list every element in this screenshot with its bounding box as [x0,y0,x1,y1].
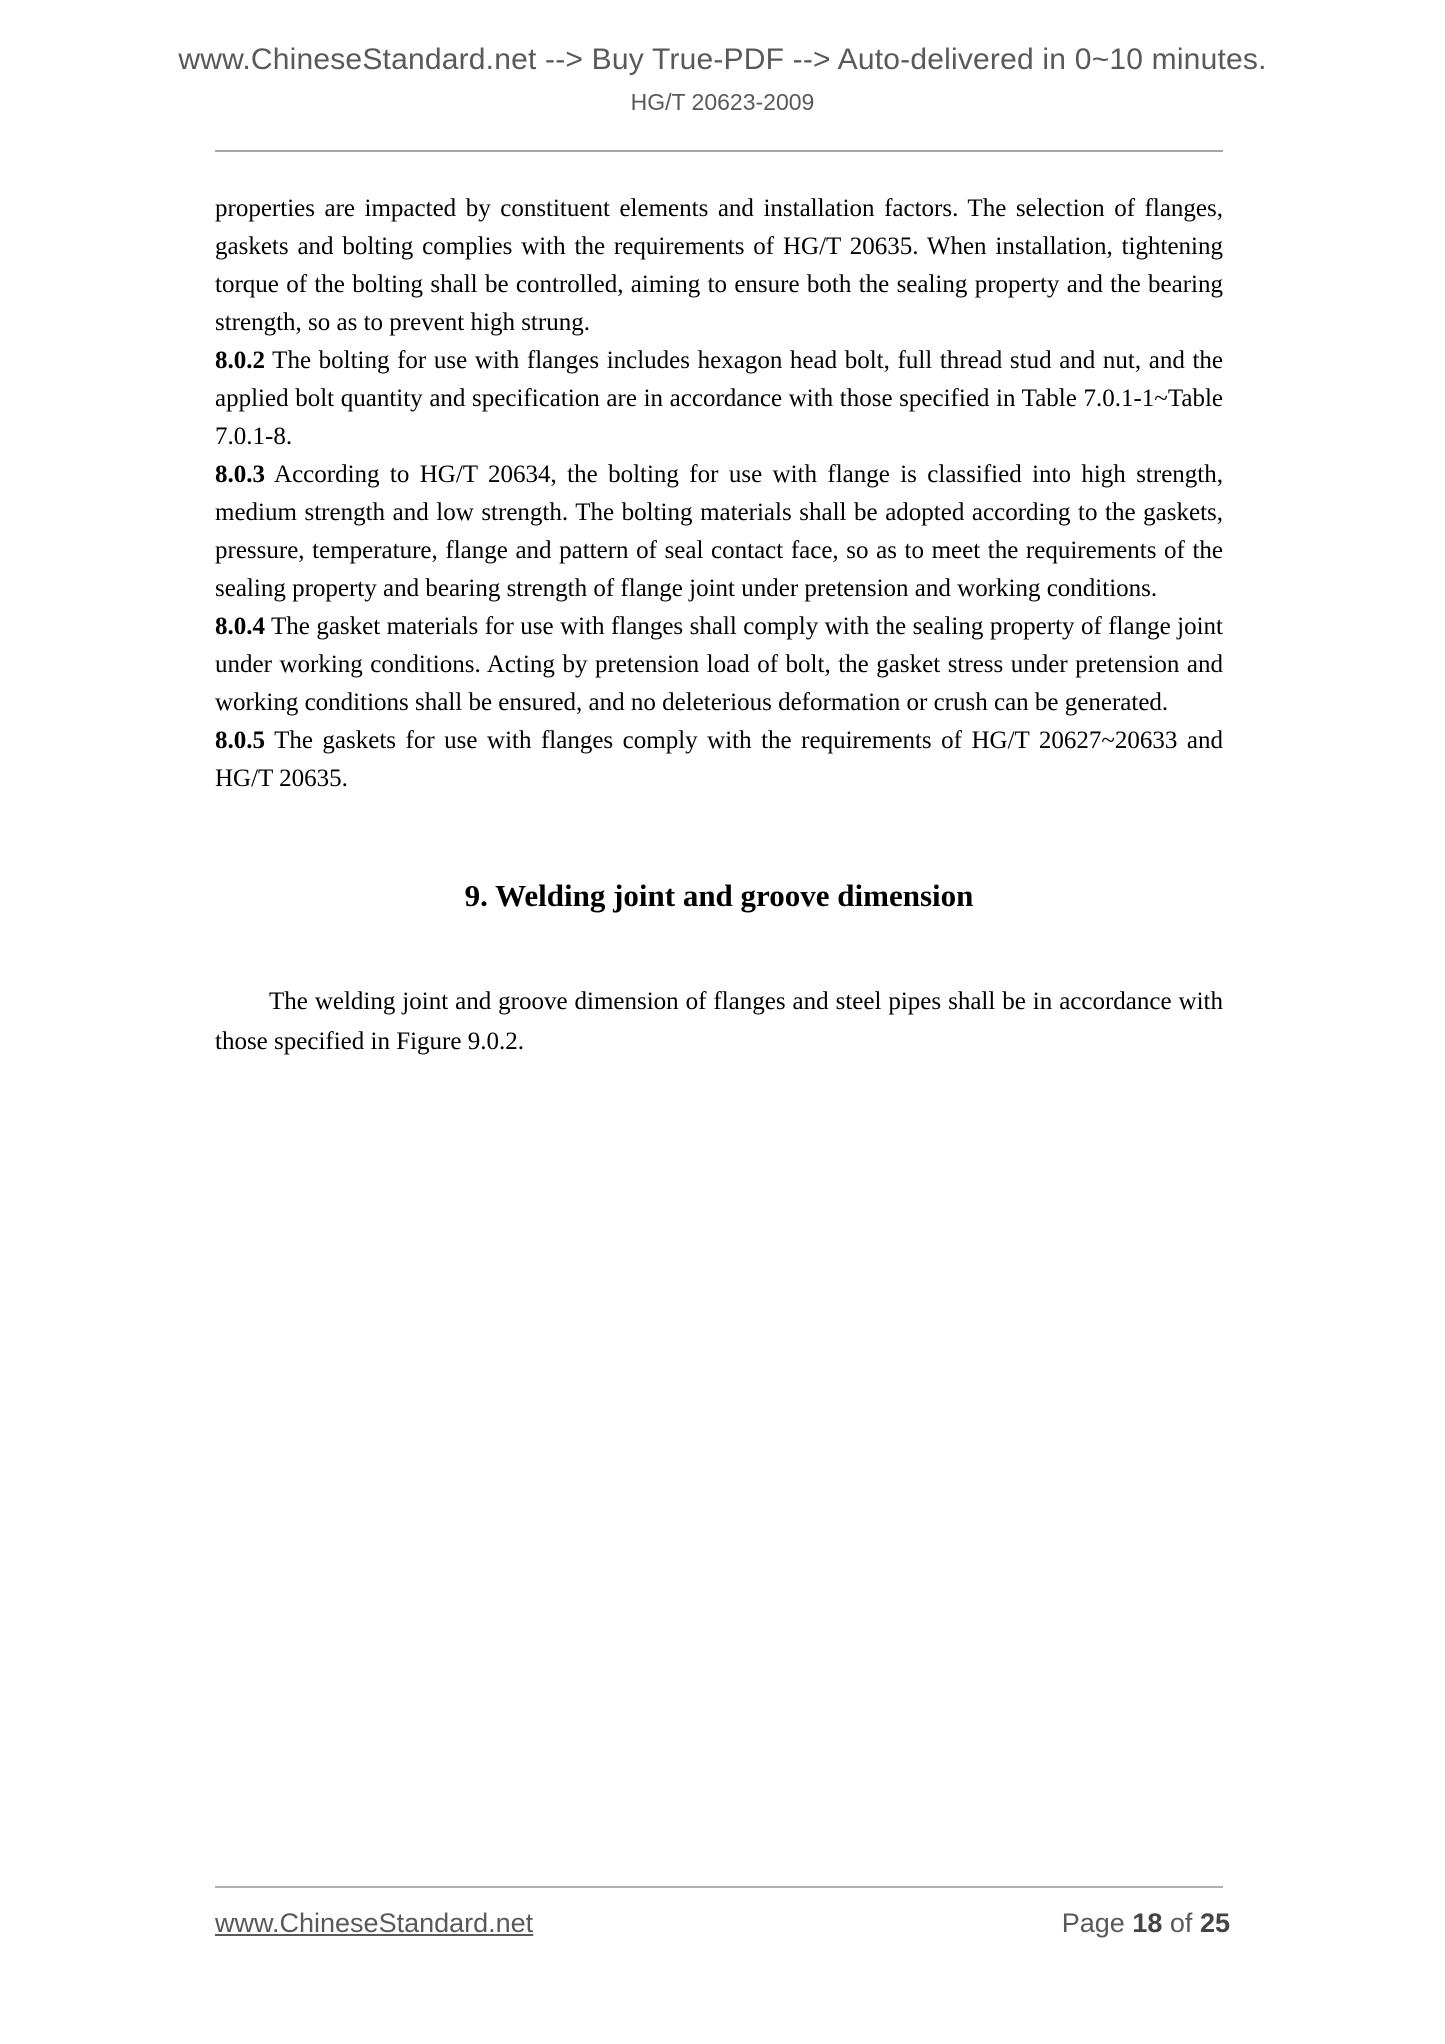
section-paragraph-8-0-4 [215,608,1223,722]
section-paragraph-8-0-2 [215,342,1223,456]
header-doc-code: HG/T 20623-2009 [630,89,815,115]
section-paragraph-8-0-5 [215,722,1223,798]
section-number: 8.0.5 [215,727,265,754]
document-body [215,190,1223,1062]
page-footer [215,1908,1230,1939]
footer-divider [215,1886,1223,1888]
section-text: According to HG/T 20634, the bolting for use with flange is classified into high strength, medium strength and low strength. The bolting materials shall be adopted according to the gaskets, pressure, temperature, flange and pattern of seal contact face, so as to meet the requirements of the sealing property and bearing strength of flange joint under pretension and working conditions. [215,461,1223,602]
footer-page-of: of [1169,1908,1193,1938]
section-number: 8.0.2 [215,347,265,374]
footer-page-total: 25 [1199,1908,1230,1938]
page-header [0,42,1445,116]
header-divider [215,150,1223,152]
footer-page-indicator [1062,1908,1230,1939]
chapter-heading: 9. Welding joint and groove dimension [464,878,974,913]
footer-site-link[interactable]: www.ChineseStandard.net [215,1908,534,1938]
header-promo-text: www.ChineseStandard.net --> Buy True-PDF --> Auto-delivered in 0~10 minutes. [178,43,1267,76]
section-number: 8.0.4 [215,613,265,640]
section-paragraph-8-0-3 [215,456,1223,608]
continuation-paragraph: properties are impacted by constituent elements and installation factors. The selection of flanges, gaskets and bolting complies with the requirements of HG/T 20635. When installation, tightening torque of the bolting shall be controlled, aiming to ensure both the sealing property and the bearing strength, so as to prevent high strung. [215,195,1223,336]
chapter-paragraph: The welding joint and groove dimension of flanges and steel pipes shall be in accordance with those specified in Figure 9.0.2. [215,988,1223,1055]
section-number: 8.0.3 [215,461,265,488]
section-text: The gasket materials for use with flanges shall comply with the sealing property of flange joint under working conditions. Acting by pretension load of bolt, the gasket stress under pretension and working conditions shall be ensured, and no deleterious deformation or crush can be generated. [215,613,1223,716]
footer-page-label: Page [1061,1908,1125,1938]
section-text: The gaskets for use with flanges comply with the requirements of HG/T 20627~20633 and HG/T 20635. [215,727,1223,792]
section-text: The bolting for use with flanges includes hexagon head bolt, full thread stud and nut, and the applied bolt quantity and specification are in accordance with those specified in Table 7.0.1-1~Table 7.0.1-8. [215,347,1223,450]
footer-page-current: 18 [1132,1908,1163,1938]
